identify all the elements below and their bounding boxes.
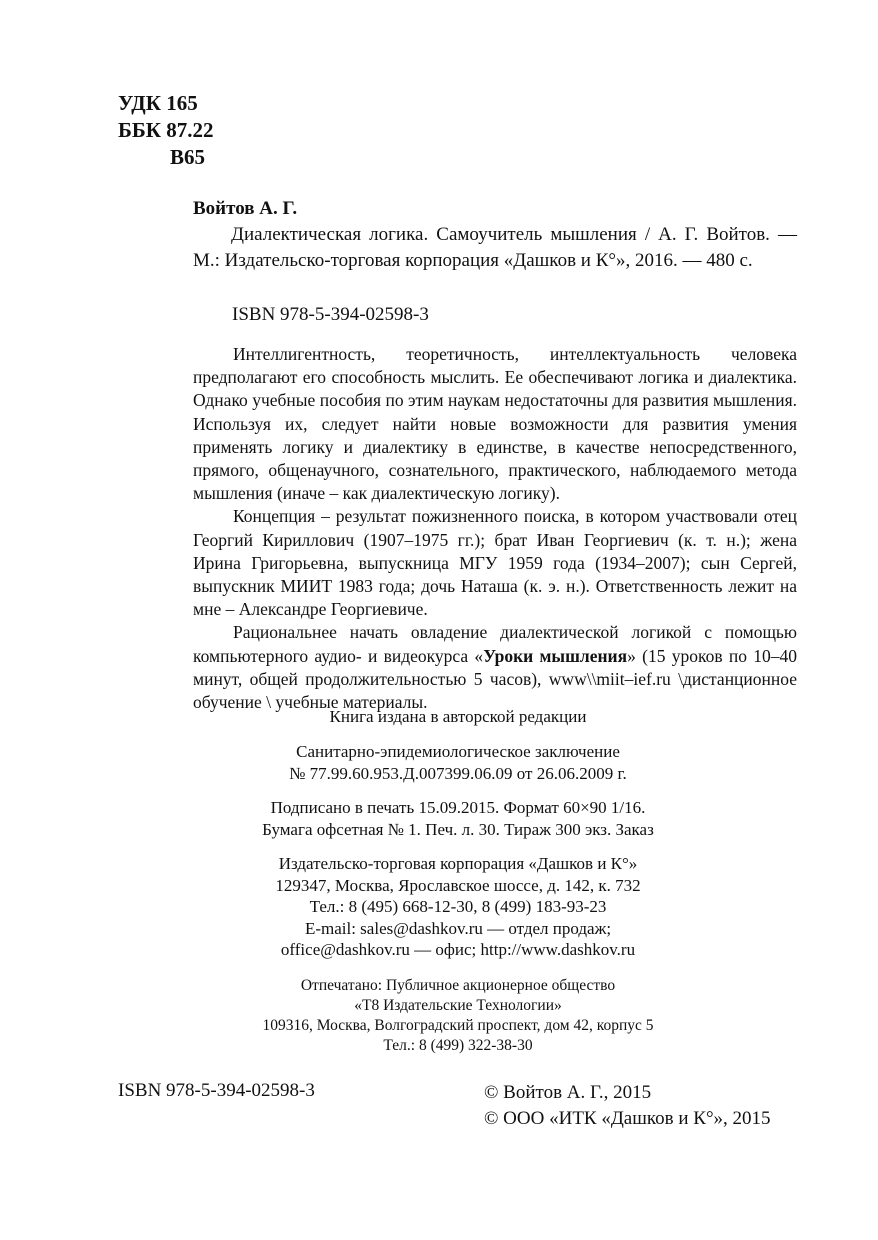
- abstract-paragraph-3: [193, 621, 797, 714]
- abstract-paragraph-2: Концепция – результат пожизненного поиска, в котором участвовали отец Георгий Кириллович (1907–1975 гг.); брат Иван Георгиевич (к. т. н.); жена Ирина Григорьевна, выпускница МГУ 1959 года (1934–2007); сын Сергей, выпускник МИИТ 1983 года; дочь Наташа (к. э. н.). Ответственность лежит на мне – Александре Георгиевиче.: [193, 506, 797, 620]
- classification-block: [118, 90, 214, 171]
- copyright-author: © Войтов А. Г., 2015: [484, 1082, 652, 1103]
- publisher-office: office@dashkov.ru — офис; http://www.dashkov.ru: [280, 940, 636, 959]
- bbk-code: ББК 87.22: [118, 118, 214, 142]
- sanitary-certificate: [193, 741, 723, 784]
- publisher-address: 129347, Москва, Ярославское шоссе, д. 142, к. 732: [275, 875, 641, 895]
- abstract-paragraph-1: Интеллигентность, теоретичность, интеллектуальность человека предполагают его способность мыслить. Ее обеспечивают логика и диалектика. Однако учебные пособия по этим наукам недостаточны для развития мышления. Используя их, следует найти новые возможности для развития умения применять логику и диалектику в единстве, в качестве непосредственного, прямого, общенаучного, сознательного, практического, наблюдаемого метода мышления (иначе – как диалектическую логику).: [193, 344, 797, 504]
- publisher-email: E-mail: sales@dashkov.ru — отдел продаж;: [304, 918, 612, 938]
- sanitary-line-1: Санитарно-эпидемиологическое заключение: [296, 742, 620, 761]
- course-title: Уроки мышления: [483, 645, 628, 666]
- publisher-name: Издательско-торговая корпорация «Дашков и К°»: [278, 854, 638, 873]
- sanitary-line-2: № 77.99.60.953.Д.007399.06.09 от 26.06.2009 г.: [289, 763, 627, 783]
- print-line-1: Подписано в печать 15.09.2015. Формат 60×90 1/16.: [270, 798, 646, 817]
- print-details: [193, 797, 723, 840]
- printer-phone: Тел.: 8 (499) 322-38-30: [383, 1037, 533, 1054]
- printer-info: [193, 976, 723, 1056]
- copyright-notices: [484, 1080, 771, 1132]
- publisher-phone: Тел.: 8 (495) 668-12-30, 8 (499) 183-93-23: [309, 897, 607, 916]
- course-text-before: Рациональнее начать овладение диалектической логикой с помощью компьютерного аудио- и видеокурса «: [193, 622, 797, 666]
- abstract: [193, 343, 797, 714]
- printer-address: 109316, Москва, Волгоградский проспект, дом 42, корпус 5: [262, 1017, 654, 1034]
- book-description: Диалектическая логика. Самоучитель мышления / А. Г. Войтов. — М.: Издательско-торговая корпорация «Дашков и К°», 2016. — 480 с.: [193, 224, 797, 271]
- printer-line-2: «Т8 Издательские Технологии»: [354, 997, 562, 1014]
- author-mark: В65: [170, 145, 206, 169]
- print-line-2: Бумага офсетная № 1. Печ. л. 30. Тираж 300 экз. Заказ: [262, 819, 654, 839]
- edition-note: [193, 706, 723, 728]
- copyright-publisher: © ООО «ИТК «Дашков и К°», 2015: [484, 1108, 771, 1129]
- isbn-footer: ISBN 978-5-394-02598-3: [118, 1080, 315, 1101]
- publisher-info: [193, 853, 723, 961]
- bibliographic-record: [193, 196, 797, 274]
- printer-line-1: Отпечатано: Публичное акционерное общество: [300, 977, 616, 994]
- udk-code: УДК 165: [118, 91, 198, 115]
- course-text-after: » (15 уроков по 10–40 минут, общей продолжительностью 5 часов), www\\miit–ief.ru \дистанционное обучение \ учебные материалы.: [193, 645, 797, 713]
- book-author: Войтов А. Г.: [193, 198, 298, 219]
- isbn-top: ISBN 978-5-394-02598-3: [232, 304, 429, 325]
- edition-note-text: Книга издана в авторской редакции: [329, 707, 587, 726]
